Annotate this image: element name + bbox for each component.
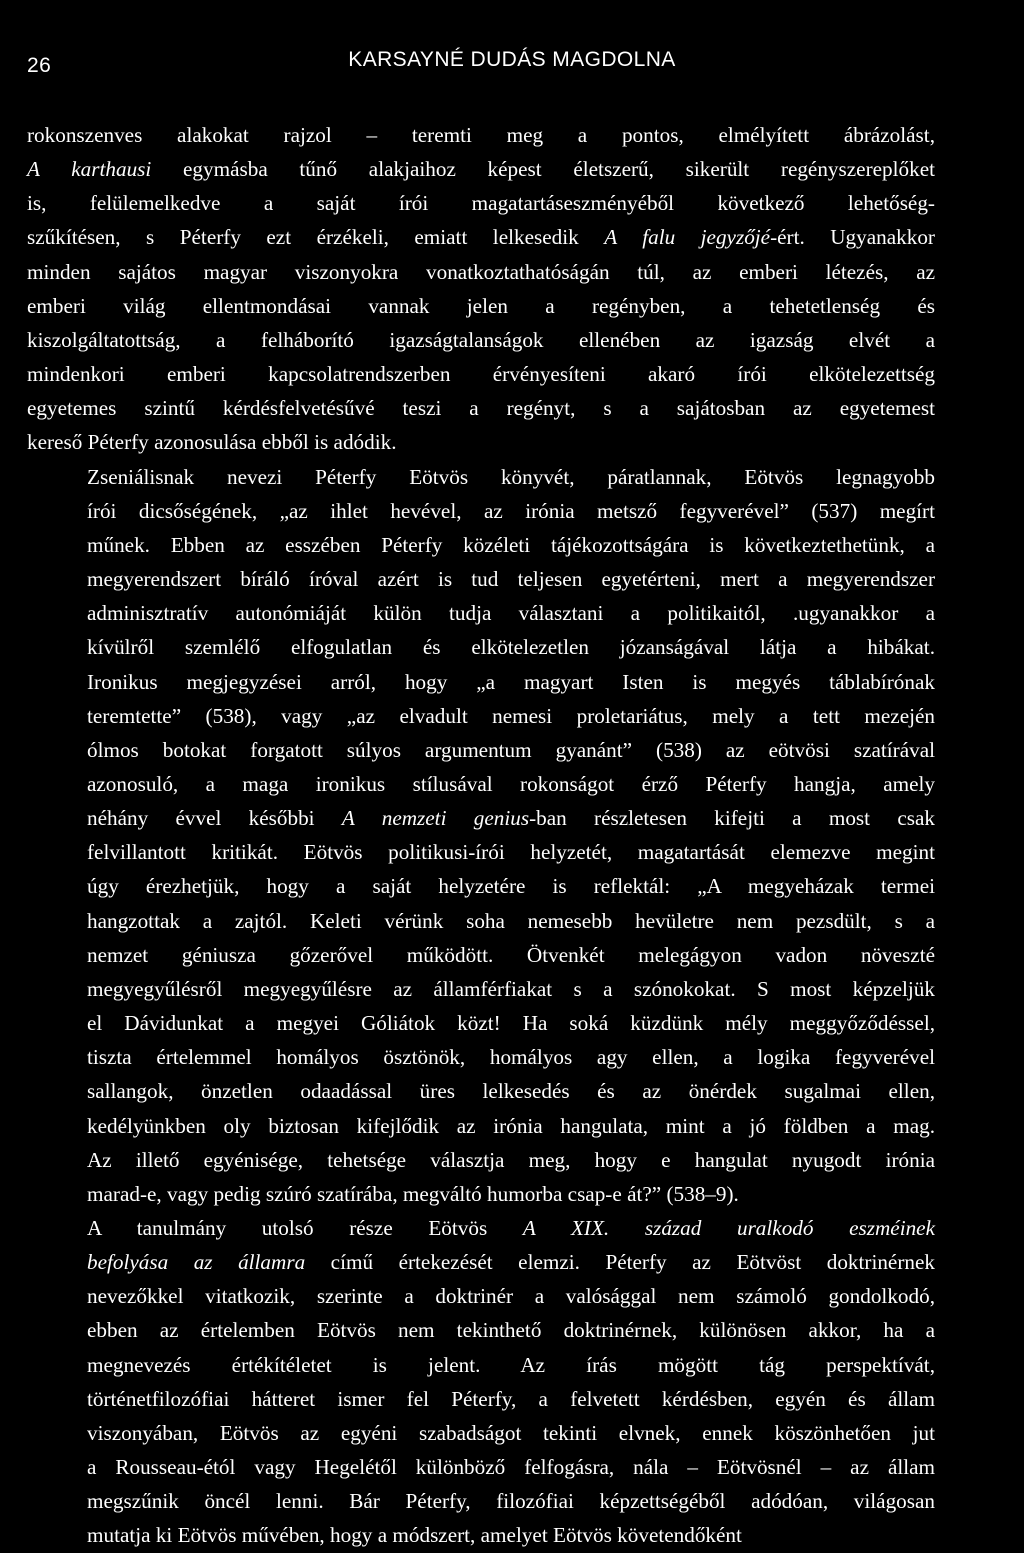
text-run: el Dávidunkat a megyei Góliátok közt! Ha soká küzdünk mély meggyőződéssel,: [87, 1011, 935, 1036]
text-run: megyegyűlésről megyegyűlésre az államférfiakat s a szónokokat. S most képzeljük: [87, 976, 935, 1001]
italic-title: A nemzeti genius: [341, 806, 530, 831]
text-line: [27, 1279, 935, 1313]
text-run: kedélyünkben oly biztosan kifejlődik az irónia hangulata, mint a jó földben a mag.: [87, 1113, 935, 1138]
text-run: -ért. Ugyanakkor: [770, 225, 935, 250]
text-run: kereső Péterfy azonosulása ebből is adódik.: [27, 430, 397, 455]
text-line: [27, 1245, 935, 1279]
text-line: [27, 255, 935, 289]
text-run: -ban részletesen kifejti a most csak: [529, 806, 935, 831]
text-line: [27, 1518, 935, 1552]
italic-title: A karthausi: [27, 157, 152, 182]
text-run: marad-e, vagy pedig szúró szatírába, megváltó humorba csap-e át?” (538–9).: [87, 1181, 739, 1206]
text-line: [27, 118, 935, 152]
text-run: emberi világ ellentmondásai vannak jelen a regényben, a tehetetlenség és: [27, 293, 935, 318]
text-run: néhány évvel későbbi: [87, 806, 342, 831]
text-run: Az illető egyénisége, tehetsége választja meg, hogy e hangulat nyugodt irónia: [87, 1147, 935, 1172]
text-line: [27, 665, 935, 699]
text-run: egyetemes szintű kérdésfelvetésűvé teszi a regényt, s a sajátosban az egyetemest: [27, 396, 935, 421]
text-run: is, felülemelkedve a saját írói magatartáseszményéből következő lehetőség-: [27, 191, 935, 216]
running-head: KARSAYNÉ DUDÁS MAGDOLNA: [348, 48, 676, 71]
text-line: [27, 357, 935, 391]
text-line: [27, 1313, 935, 1347]
text-run: kívülről szemlélő elfogulatlan és elkötelezetlen józanságával látja a hibákat.: [87, 635, 935, 660]
text-run: minden sajátos magyar viszonyokra vonatkoztathatóságán túl, az emberi létezés, az: [27, 259, 935, 284]
text-line: [27, 1416, 935, 1450]
text-run: adminisztratív autonómiáját külön tudja választani a politikaitól, .ugyanakkor a: [87, 601, 935, 626]
text-line: [27, 425, 935, 459]
text-line: [27, 289, 935, 323]
text-run: című értekezését elemzi. Péterfy az Eötvöst doktrinérnek: [305, 1250, 935, 1275]
text-run: írói dicsőségének, „az ihlet hevével, az irónia metsző fegyverével” (537) megírt: [87, 498, 935, 523]
text-line: [27, 1143, 935, 1177]
text-line: [27, 801, 935, 835]
text-line: [27, 562, 935, 596]
text-run: kiszolgáltatottság, a felháborító igazságtalanságok ellenében az igazság elvét a: [27, 327, 935, 352]
text-line: [27, 733, 935, 767]
text-line: [27, 1382, 935, 1416]
text-line: [27, 186, 935, 220]
italic-title: A XIX. század uralkodó eszméinek: [522, 1216, 935, 1240]
page-number: 26: [27, 54, 52, 77]
body-text: [27, 118, 935, 1553]
text-line: [27, 1177, 935, 1211]
text-line: [27, 1074, 935, 1108]
text-line: [27, 767, 935, 801]
text-run: azonosuló, a maga ironikus stílusával rokonságot érző Péterfy hangja, amely: [87, 771, 935, 796]
text-run: hangzottak a zajtól. Keleti vérünk soha nemesebb hevületre nem pezsdült, s a: [87, 908, 935, 933]
text-run: megyerendszert bíráló íróval azért is tud teljesen egyetérteni, mert a megyerendszer: [87, 567, 935, 592]
page-header: [0, 44, 1024, 78]
text-line: [27, 904, 935, 938]
text-run: tiszta értelemmel homályos ösztönök, homályos agy ellen, a logika fegyverével: [87, 1045, 935, 1070]
text-line: [27, 1211, 935, 1245]
text-line: [27, 494, 935, 528]
text-run: nevezőkkel vitatkozik, szerinte a doktrinér a valósággal nem számoló gondolkodó,: [87, 1284, 935, 1309]
text-line: [27, 1484, 935, 1518]
text-run: szűkítésen, s Péterfy ezt érzékeli, emiatt lelkesedik: [27, 225, 605, 250]
text-run: egymásba tűnő alakjaihoz képest életszerű, sikerült regényszereplőket: [151, 157, 936, 182]
text-run: felvillantott kritikát. Eötvös politikusi-írói helyzetét, magatartását elemezve megint: [87, 840, 935, 865]
text-line: [27, 1450, 935, 1484]
text-run: úgy érezhetjük, hogy a saját helyzetére is reflektál: „A megyeházak termei: [87, 874, 935, 899]
text-run: A tanulmány utolsó része Eötvös: [87, 1216, 523, 1240]
text-line: [27, 835, 935, 869]
text-line: [27, 596, 935, 630]
text-line: [27, 630, 935, 664]
text-run: teremtette” (538), vagy „az elvadult nemesi proletariátus, mely a tett mezején: [87, 703, 935, 728]
text-run: mutatja ki Eötvös művében, hogy a módszert, amelyet Eötvös követendőként: [87, 1523, 742, 1548]
text-line: [27, 1348, 935, 1382]
text-run: Zseniálisnak nevezi Péterfy Eötvös könyvét, páratlannak, Eötvös legnagyobb: [87, 464, 935, 489]
text-line: [27, 699, 935, 733]
paragraph: [27, 460, 935, 1211]
text-line: [27, 323, 935, 357]
text-run: történetfilozófiai hátteret ismer fel Péterfy, a felvetett kérdésben, egyén és állam: [87, 1386, 935, 1411]
text-line: [27, 391, 935, 425]
italic-title: befolyása az államra: [87, 1250, 306, 1275]
text-run: sallangok, önzetlen odaadással üres lelkesedés és az önérdek sugalmai ellen,: [87, 1079, 935, 1104]
text-run: viszonyában, Eötvös az egyéni szabadságot tekinti elvnek, ennek köszönhetően jut: [87, 1420, 935, 1445]
text-line: [27, 1109, 935, 1143]
text-run: rokonszenves alakokat rajzol – teremti meg a pontos, elmélyített ábrázolást,: [27, 123, 935, 147]
text-run: Ironikus megjegyzései arról, hogy „a magyart Isten is megyés táblabírónak: [87, 669, 935, 694]
text-run: a Rousseau-étól vagy Hegelétől különböző felfogásra, nála – Eötvösnél – az állam: [87, 1455, 935, 1480]
paragraph: [27, 1211, 935, 1553]
text-run: mindenkori emberi kapcsolatrendszerben érvényesíteni akaró írói elkötelezettség: [27, 362, 935, 387]
text-line: [27, 220, 935, 254]
italic-title: A falu jegyzőjé: [604, 225, 771, 250]
text-line: [27, 460, 935, 494]
text-line: [27, 152, 935, 186]
text-run: műnek. Ebben az esszében Péterfy közéleti tájékozottságára is következtethetünk, a: [87, 532, 935, 557]
text-line: [27, 1006, 935, 1040]
text-run: ólmos botokat forgatott súlyos argumentum gyanánt” (538) az eötvösi szatírával: [87, 737, 935, 762]
text-line: [27, 528, 935, 562]
text-line: [27, 972, 935, 1006]
text-run: ebben az értelemben Eötvös nem tekinthető doktrinérnek, különösen akkor, ha a: [87, 1318, 935, 1343]
text-line: [27, 1040, 935, 1074]
text-run: nemzet géniusza gőzerővel működött. Ötvenkét melegágyon vadon növeszté: [87, 942, 935, 967]
text-line: [27, 869, 935, 903]
text-run: megnevezés értékítéletet is jelent. Az írás mögött tág perspektívát,: [87, 1352, 935, 1377]
text-line: [27, 938, 935, 972]
paragraph: [27, 118, 935, 460]
text-run: megszűnik öncél lenni. Bár Péterfy, filozófiai képzettségéből adódóan, világosan: [87, 1489, 935, 1514]
